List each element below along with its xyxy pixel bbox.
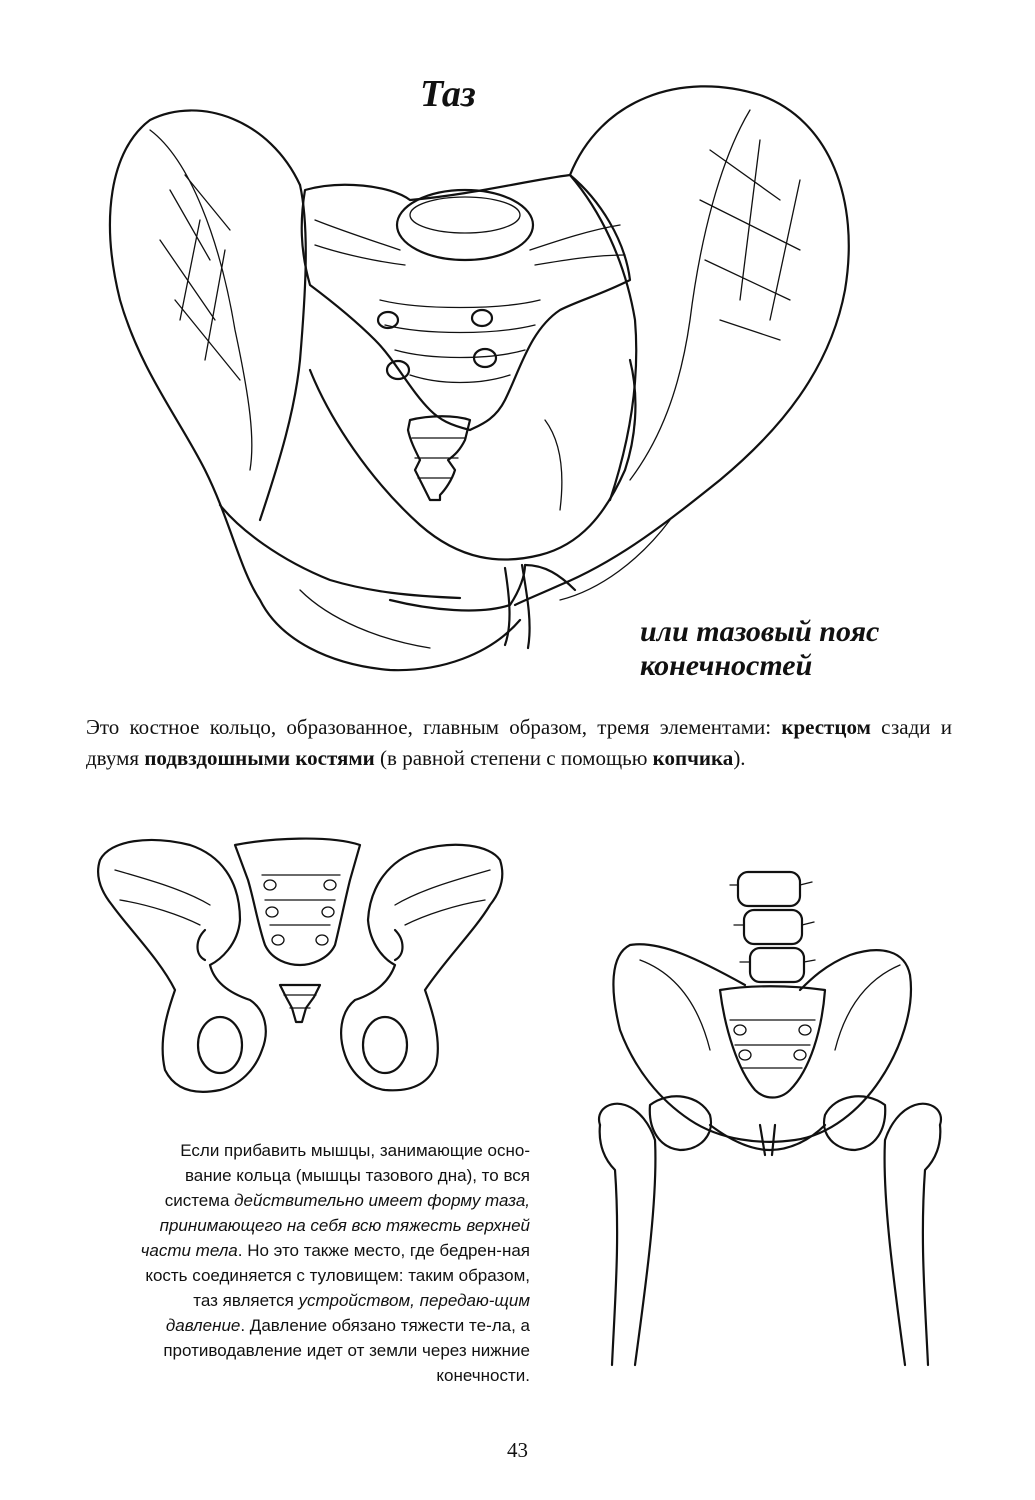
intro-text: сзади и двумя xyxy=(86,715,952,770)
page-number: 43 xyxy=(507,1438,528,1462)
term-ilium: подвздошными костями xyxy=(144,746,375,770)
intro-text: (в равной степени с помощью xyxy=(374,746,653,770)
caption-text: . Но это также место, где бедрен-ная кость соединяется с туловищем: таким образом, таз является xyxy=(145,1241,530,1310)
figure-caption xyxy=(140,1138,530,1388)
term-sacrum: крестцом xyxy=(781,715,871,739)
caption-emphasis: устройством, передаю-щим давление xyxy=(165,1291,530,1335)
caption-emphasis: действительно имеет форму таза, принимающего на себя всю тяжесть верхней части тела xyxy=(140,1191,530,1260)
page-title: Таз xyxy=(420,73,476,115)
caption-text: Если прибавить мышцы, занимающие осно-вание кольца (мышцы тазового дна), то вся система xyxy=(164,1141,530,1210)
subtitle-line-1: или тазовый пояс xyxy=(640,615,880,648)
intro-text: ). xyxy=(733,746,746,770)
intro-text: Это костное кольцо, образованное, главным образом, тремя элементами: xyxy=(86,715,782,739)
caption-text: . Давление обязано тяжести те-ла, а противодавление идет от земли через нижние конечности. xyxy=(163,1316,530,1385)
term-coccyx: копчика xyxy=(652,746,734,770)
subtitle-line-2: конечностей xyxy=(640,649,813,682)
